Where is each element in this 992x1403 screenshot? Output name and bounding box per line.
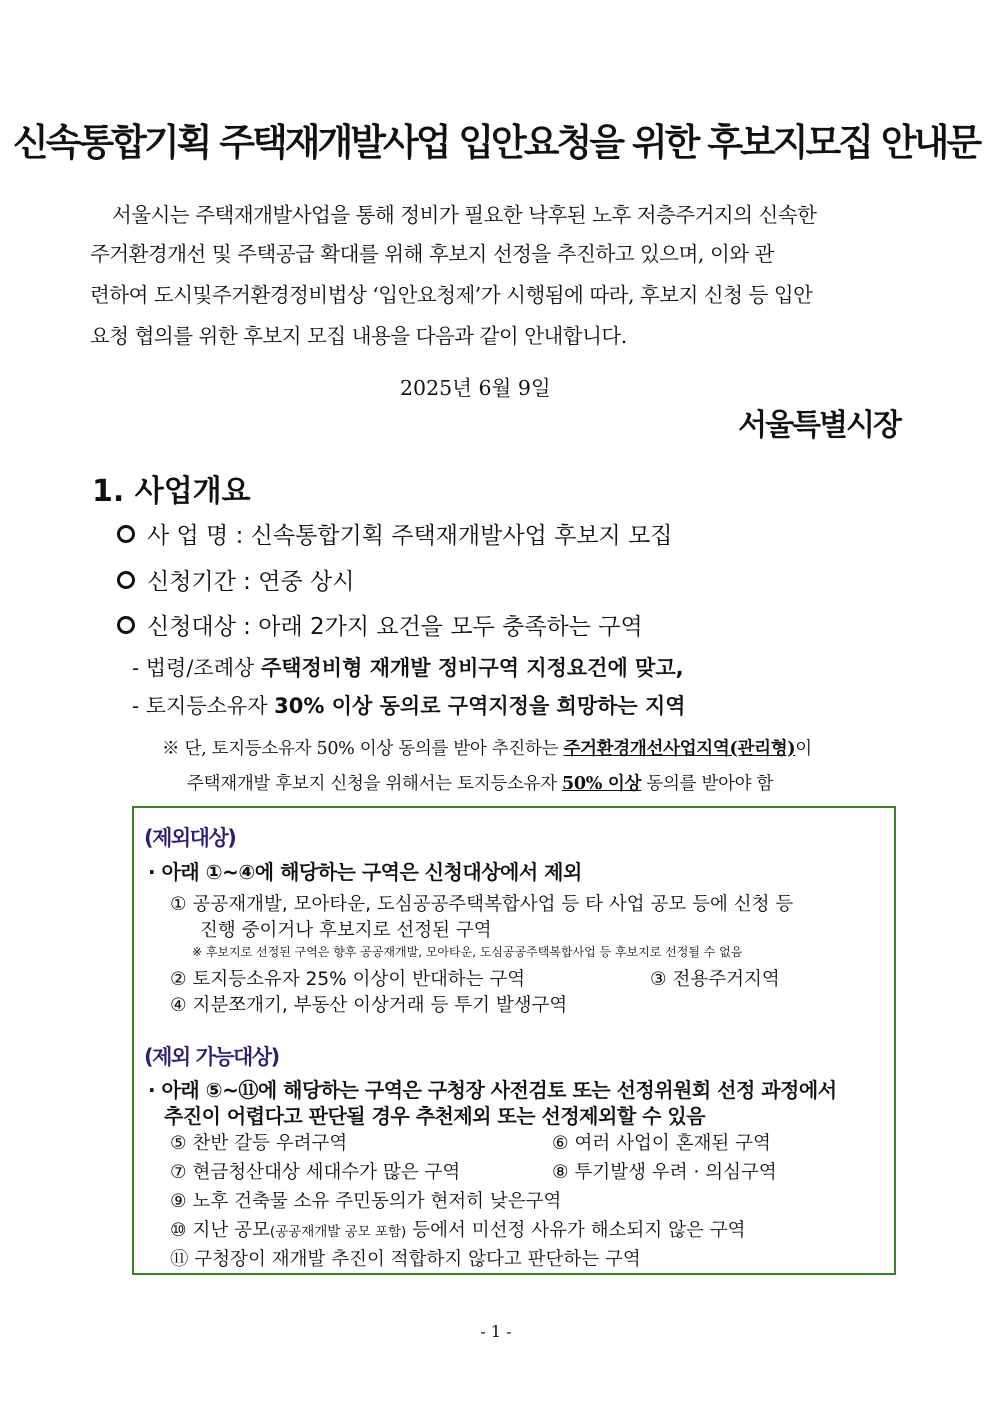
requirement-prefix: - 토지등소유자 xyxy=(132,694,275,718)
announcement-date: 2025년 6월 9일 xyxy=(400,376,551,400)
note-line-2 xyxy=(187,770,773,795)
excluded-item-1-note: ※ 후보지로 선정된 구역은 향후 공공재개발, 모아타운, 도심공공주택복합사업 등 후보지로 선정될 수 없음 xyxy=(192,945,743,959)
item-small-text: (공공재개발 공모 포함) xyxy=(269,1224,407,1240)
requirement-prefix: - 법령/조례상 xyxy=(132,656,261,680)
possible-item-6: ⑥ 여러 사업이 혼재된 구역 xyxy=(552,1133,771,1154)
exclusion-box xyxy=(132,806,896,1275)
bullet-text: 신청기간 : 연중 상시 xyxy=(147,569,355,595)
excluded-title: (제외대상) xyxy=(144,826,236,850)
bullet-text: 사 업 명 : 신속통합기획 주택재개발사업 후보지 모집 xyxy=(147,523,673,549)
excluded-item-1-line-2: 진행 중이거나 후보지로 선정된 구역 xyxy=(200,920,492,941)
signature: 서울특별시장 xyxy=(738,408,900,443)
page-number: - 1 - xyxy=(480,1322,512,1341)
item-text: 등에서 미선정 사유가 해소되지 않은 구역 xyxy=(406,1220,746,1241)
intro-line-1: 서울시는 주택재개발사업을 통해 정비가 필요한 낙후된 노후 저층주거지의 신속한 xyxy=(112,203,817,227)
excluded-item-3: ③ 전용주거지역 xyxy=(650,969,780,990)
requirement-1 xyxy=(132,652,684,682)
possible-item-8: ⑧ 투기발생 우려 · 의심구역 xyxy=(552,1162,777,1183)
possible-item-10 xyxy=(170,1216,745,1242)
item-text: ⑩ 지난 공모 xyxy=(170,1220,270,1241)
excluded-item-1-line-1: ① 공공재개발, 모아타운, 도심공공주택복합사업 등 타 사업 공모 등에 신청 등 xyxy=(170,894,794,915)
note-text: 주택재개발 후보지 신청을 위해서는 토지등소유자 xyxy=(187,774,563,794)
bullet-text: 신청대상 : 아래 2가지 요건을 모두 충족하는 구역 xyxy=(147,614,643,640)
note-underline: 주거환경개선사업지역(관리형) xyxy=(563,739,796,759)
excluded-item-2: ② 토지등소유자 25% 이상이 반대하는 구역 xyxy=(170,969,526,990)
note-line-1 xyxy=(162,735,812,760)
intro-line-2: 주거환경개선 및 주택공급 확대를 위해 후보지 선정을 추진하고 있으며, 이와 관 xyxy=(90,242,774,266)
circle-bullet-icon xyxy=(117,616,135,634)
excluded-head: · 아래 ①~④에 해당하는 구역은 신청대상에서 제외 xyxy=(148,860,582,884)
note-text: ※ 단, 토지등소유자 50% 이상 동의를 받아 추진하는 xyxy=(162,739,564,759)
possible-item-11: ⑪ 구청장이 재개발 추진이 적합하지 않다고 판단하는 구역 xyxy=(170,1249,641,1270)
bullet-project-name xyxy=(117,517,673,550)
possible-title: (제외 가능대상) xyxy=(144,1045,279,1069)
possible-head-2: 추진이 어렵다고 판단될 경우 추천제외 또는 선정제외할 수 있음 xyxy=(164,1104,706,1128)
intro-line-4: 요청 협의를 위한 후보지 모집 내용을 다음과 같이 안내합니다. xyxy=(90,324,627,348)
possible-item-7: ⑦ 현금청산대상 세대수가 많은 구역 xyxy=(170,1162,461,1183)
document-title: 신속통합기획 주택재개발사업 입안요청을 위한 후보지모집 안내문 xyxy=(12,121,980,164)
bullet-application-period xyxy=(117,563,354,596)
bullet-eligibility xyxy=(117,608,643,641)
section-heading: 1. 사업개요 xyxy=(92,474,251,509)
note-text: 이 xyxy=(795,739,812,759)
requirement-2 xyxy=(132,690,686,720)
excluded-item-4: ④ 지분쪼개기, 부동산 이상거래 등 투기 발생구역 xyxy=(170,995,568,1016)
requirement-bold: 주택정비형 재개발 정비구역 지정요건에 맞고, xyxy=(260,656,684,680)
circle-bullet-icon xyxy=(117,525,135,543)
circle-bullet-icon xyxy=(117,571,135,589)
possible-item-9: ⑨ 노후 건축물 소유 주민동의가 현저히 낮은구역 xyxy=(170,1191,562,1212)
note-text: 동의를 받아야 함 xyxy=(641,774,774,794)
intro-line-3: 련하여 도시및주거환경정비법상 ‘입안요청제’가 시행됨에 따라, 후보지 신청 등 입안 xyxy=(90,283,813,307)
note-underline: 50% 이상 xyxy=(562,774,642,794)
requirement-bold: 30% 이상 동의로 구역지정을 희망하는 지역 xyxy=(274,694,686,718)
possible-head-1: · 아래 ⑤~⑪에 해당하는 구역은 구청장 사전검토 또는 선정위원회 선정 과정에서 xyxy=(148,1078,837,1102)
possible-item-5: ⑤ 찬반 갈등 우려구역 xyxy=(170,1133,348,1154)
